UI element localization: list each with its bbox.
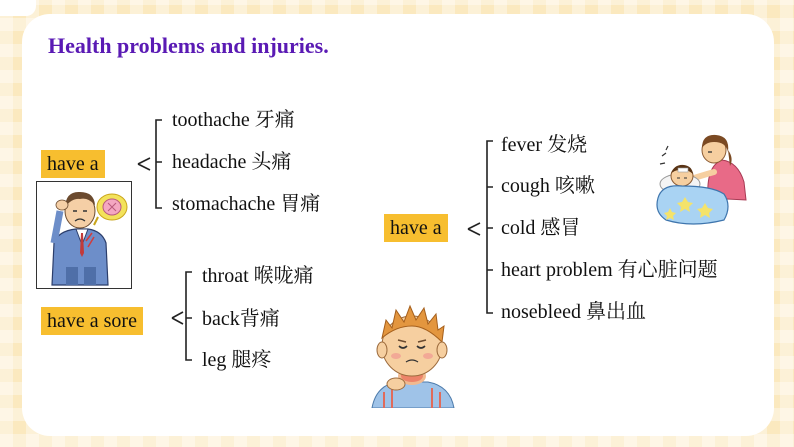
group-3-item-3: cold 感冒 <box>501 217 581 239</box>
mother-caring-sick-child-illustration <box>652 128 752 226</box>
group-1-label: have a <box>41 150 105 178</box>
tick-group-1 <box>138 158 150 170</box>
group-2-item-2: back背痛 <box>202 308 280 330</box>
sore-throat-boy-illustration <box>366 296 458 408</box>
group-3-item-5: nosebleed 鼻出血 <box>501 301 646 323</box>
headache-man-illustration <box>36 181 132 289</box>
group-2-item-3: leg 腿疼 <box>202 349 272 371</box>
group-3-item-4: heart problem 有心脏问题 <box>501 259 718 281</box>
brace-group-2 <box>186 272 192 360</box>
group-1-item-2: headache 头痛 <box>172 151 292 173</box>
tick-group-2 <box>172 312 183 324</box>
slide-title: Health problems and injuries. <box>48 33 329 58</box>
group-1-item-3: stomachache 胃痛 <box>172 193 321 215</box>
group-3-item-2: cough 咳嗽 <box>501 175 595 197</box>
group-3-item-1: fever 发烧 <box>501 134 588 156</box>
tick-group-3 <box>468 223 480 235</box>
brace-group-3 <box>487 141 493 313</box>
group-2-item-1: throat 喉咙痛 <box>202 265 314 287</box>
group-1-item-1: toothache 牙痛 <box>172 109 295 131</box>
brace-group-1 <box>156 120 162 208</box>
group-3-label: have a <box>384 214 448 242</box>
group-2-label: have a sore <box>41 307 143 335</box>
